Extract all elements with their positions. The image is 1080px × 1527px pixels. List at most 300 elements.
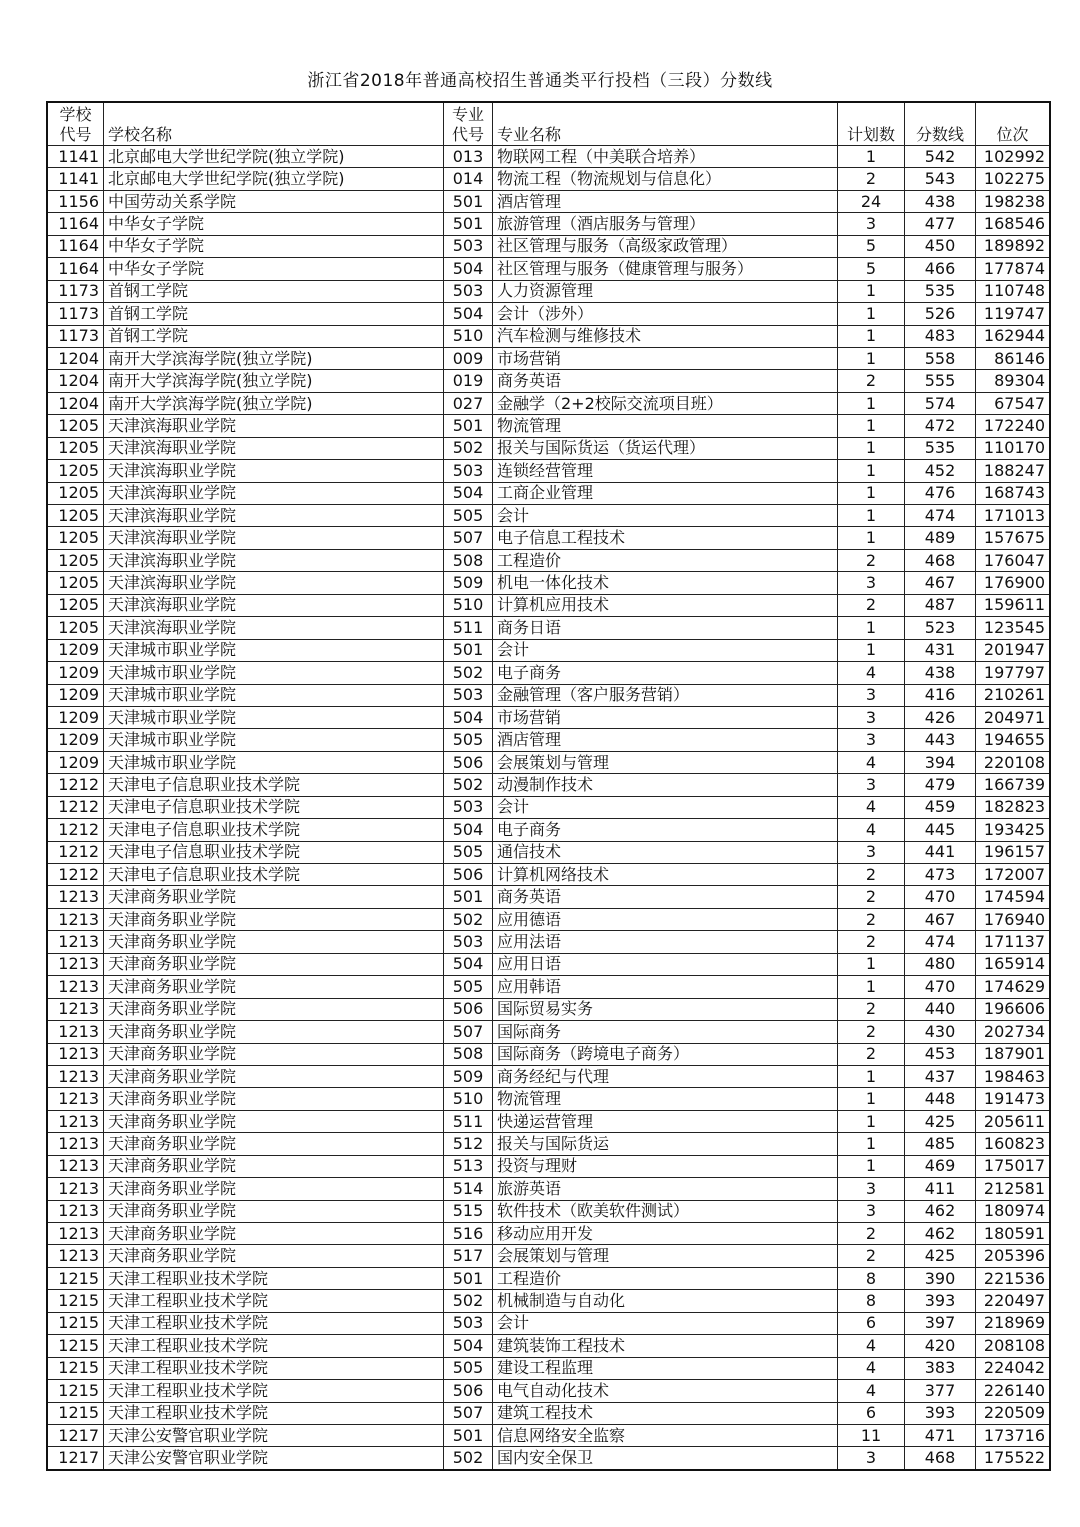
major-name-cell: 计算机网络技术 [493, 864, 838, 886]
score-cell: 450 [905, 235, 976, 257]
plan-cell: 4 [838, 796, 905, 818]
school-name-cell: 南开大学滨海学院(独立学院) [104, 347, 444, 369]
score-cell: 479 [905, 774, 976, 796]
major-code-cell: 514 [444, 1178, 493, 1200]
table-row [47, 931, 1050, 953]
school-name-cell: 首钢工学院 [104, 325, 444, 347]
rank-cell: 220108 [976, 751, 1051, 773]
score-cell: 466 [905, 258, 976, 280]
major-name-cell: 旅游英语 [493, 1178, 838, 1200]
rank-cell: 201947 [976, 639, 1051, 661]
plan-cell: 2 [838, 1043, 905, 1065]
rank-cell: 196157 [976, 841, 1051, 863]
score-cell: 476 [905, 482, 976, 504]
school-name-cell: 天津商务职业学院 [104, 1133, 444, 1155]
table-row [47, 549, 1050, 571]
major-name-cell: 市场营销 [493, 347, 838, 369]
score-cell: 462 [905, 1200, 976, 1222]
rank-cell: 160823 [976, 1133, 1051, 1155]
score-cell: 542 [905, 146, 976, 168]
rank-cell: 221536 [976, 1267, 1051, 1289]
plan-cell: 2 [838, 886, 905, 908]
table-row [47, 1200, 1050, 1222]
table-row [47, 774, 1050, 796]
school-code-cell: 1212 [47, 774, 104, 796]
major-code-cell: 507 [444, 1021, 493, 1043]
plan-cell: 1 [838, 976, 905, 998]
major-code-cell: 506 [444, 1380, 493, 1402]
major-code-cell: 505 [444, 729, 493, 751]
table-row [47, 729, 1050, 751]
school-name-cell: 天津商务职业学院 [104, 1245, 444, 1267]
school-name-cell: 天津商务职业学院 [104, 1021, 444, 1043]
school-name-cell: 天津商务职业学院 [104, 1110, 444, 1132]
major-name-cell: 连锁经营管理 [493, 460, 838, 482]
school-code-cell: 1156 [47, 190, 104, 212]
score-cell: 485 [905, 1133, 976, 1155]
score-table [46, 101, 1051, 1471]
major-name-cell: 商务英语 [493, 886, 838, 908]
major-code-cell: 504 [444, 953, 493, 975]
major-code-cell: 502 [444, 908, 493, 930]
school-code-cell: 1215 [47, 1402, 104, 1424]
table-row [47, 1021, 1050, 1043]
major-name-cell: 建设工程监理 [493, 1357, 838, 1379]
plan-cell: 5 [838, 235, 905, 257]
major-name-cell: 机电一体化技术 [493, 572, 838, 594]
table-row [47, 460, 1050, 482]
rank-cell: 177874 [976, 258, 1051, 280]
major-name-cell: 会计（涉外） [493, 303, 838, 325]
major-code-cell: 501 [444, 213, 493, 235]
plan-cell: 4 [838, 819, 905, 841]
plan-cell: 3 [838, 1200, 905, 1222]
table-row [47, 1043, 1050, 1065]
rank-cell: 212581 [976, 1178, 1051, 1200]
school-code-cell: 1212 [47, 841, 104, 863]
school-name-cell: 天津工程职业技术学院 [104, 1357, 444, 1379]
table-row [47, 168, 1050, 190]
major-code-cell: 501 [444, 639, 493, 661]
score-cell: 448 [905, 1088, 976, 1110]
school-name-cell: 天津城市职业学院 [104, 684, 444, 706]
plan-cell: 2 [838, 168, 905, 190]
rank-cell: 210261 [976, 684, 1051, 706]
score-cell: 416 [905, 684, 976, 706]
rank-cell: 220509 [976, 1402, 1051, 1424]
school-code-cell: 1212 [47, 819, 104, 841]
plan-cell: 4 [838, 662, 905, 684]
school-code-cell: 1173 [47, 325, 104, 347]
major-code-cell: 507 [444, 527, 493, 549]
plan-cell: 1 [838, 437, 905, 459]
school-name-cell: 天津商务职业学院 [104, 1200, 444, 1222]
major-name-cell: 国际商务 [493, 1021, 838, 1043]
plan-cell: 3 [838, 213, 905, 235]
school-code-cell: 1215 [47, 1357, 104, 1379]
major-code-cell: 508 [444, 1043, 493, 1065]
school-name-cell: 北京邮电大学世纪学院(独立学院) [104, 168, 444, 190]
rank-cell: 119747 [976, 303, 1051, 325]
major-code-cell: 516 [444, 1223, 493, 1245]
school-code-cell: 1212 [47, 864, 104, 886]
major-code-cell: 503 [444, 684, 493, 706]
plan-cell: 8 [838, 1290, 905, 1312]
score-cell: 443 [905, 729, 976, 751]
plan-cell: 6 [838, 1402, 905, 1424]
major-code-cell: 515 [444, 1200, 493, 1222]
plan-cell: 3 [838, 706, 905, 728]
score-cell: 473 [905, 864, 976, 886]
plan-cell: 1 [838, 1088, 905, 1110]
major-name-cell: 工程造价 [493, 549, 838, 571]
rank-cell: 123545 [976, 617, 1051, 639]
plan-cell: 1 [838, 617, 905, 639]
major-name-cell: 酒店管理 [493, 190, 838, 212]
plan-cell: 3 [838, 1178, 905, 1200]
rank-cell: 188247 [976, 460, 1051, 482]
school-code-cell: 1213 [47, 1021, 104, 1043]
school-code-cell: 1215 [47, 1267, 104, 1289]
table-row [47, 325, 1050, 347]
rank-cell: 171013 [976, 505, 1051, 527]
plan-cell: 4 [838, 1380, 905, 1402]
major-code-cell: 013 [444, 146, 493, 168]
school-name-cell: 天津城市职业学院 [104, 729, 444, 751]
header-score: 分数线 [905, 102, 976, 146]
major-name-cell: 金融管理（客户服务营销） [493, 684, 838, 706]
score-cell: 558 [905, 347, 976, 369]
rank-cell: 174629 [976, 976, 1051, 998]
plan-cell: 3 [838, 684, 905, 706]
table-row [47, 482, 1050, 504]
rank-cell: 157675 [976, 527, 1051, 549]
score-cell: 394 [905, 751, 976, 773]
rank-cell: 202734 [976, 1021, 1051, 1043]
rank-cell: 162944 [976, 325, 1051, 347]
major-name-cell: 市场营销 [493, 706, 838, 728]
major-code-cell: 027 [444, 392, 493, 414]
school-code-cell: 1173 [47, 303, 104, 325]
school-name-cell: 中华女子学院 [104, 235, 444, 257]
major-name-cell: 计算机应用技术 [493, 594, 838, 616]
rank-cell: 174594 [976, 886, 1051, 908]
major-name-cell: 人力资源管理 [493, 280, 838, 302]
rank-cell: 102992 [976, 146, 1051, 168]
school-code-cell: 1217 [47, 1424, 104, 1446]
school-code-cell: 1204 [47, 347, 104, 369]
header-plan: 计划数 [838, 102, 905, 146]
major-code-cell: 502 [444, 437, 493, 459]
rank-cell: 180591 [976, 1223, 1051, 1245]
plan-cell: 1 [838, 1110, 905, 1132]
school-code-cell: 1213 [47, 1155, 104, 1177]
score-cell: 483 [905, 325, 976, 347]
score-cell: 467 [905, 572, 976, 594]
school-name-cell: 南开大学滨海学院(独立学院) [104, 370, 444, 392]
rank-cell: 176940 [976, 908, 1051, 930]
school-name-cell: 首钢工学院 [104, 303, 444, 325]
rank-cell: 193425 [976, 819, 1051, 841]
school-name-cell: 天津滨海职业学院 [104, 617, 444, 639]
school-name-cell: 北京邮电大学世纪学院(独立学院) [104, 146, 444, 168]
table-row [47, 1133, 1050, 1155]
school-code-cell: 1204 [47, 392, 104, 414]
school-name-cell: 天津工程职业技术学院 [104, 1335, 444, 1357]
table-row [47, 437, 1050, 459]
rank-cell: 176900 [976, 572, 1051, 594]
table-row [47, 594, 1050, 616]
plan-cell: 5 [838, 258, 905, 280]
plan-cell: 1 [838, 639, 905, 661]
major-name-cell: 应用德语 [493, 908, 838, 930]
school-code-cell: 1215 [47, 1312, 104, 1334]
school-name-cell: 天津商务职业学院 [104, 1088, 444, 1110]
score-cell: 470 [905, 886, 976, 908]
plan-cell: 1 [838, 146, 905, 168]
school-code-cell: 1213 [47, 1245, 104, 1267]
school-code-cell: 1173 [47, 280, 104, 302]
table-row [47, 1357, 1050, 1379]
rank-cell: 110170 [976, 437, 1051, 459]
major-name-cell: 信息网络安全监察 [493, 1424, 838, 1446]
major-name-cell: 移动应用开发 [493, 1223, 838, 1245]
plan-cell: 1 [838, 1155, 905, 1177]
plan-cell: 1 [838, 303, 905, 325]
rank-cell: 171137 [976, 931, 1051, 953]
major-code-cell: 504 [444, 706, 493, 728]
major-code-cell: 510 [444, 325, 493, 347]
major-name-cell: 国内安全保卫 [493, 1447, 838, 1470]
school-name-cell: 天津电子信息职业技术学院 [104, 864, 444, 886]
school-name-cell: 天津商务职业学院 [104, 908, 444, 930]
rank-cell: 218969 [976, 1312, 1051, 1334]
school-name-cell: 天津电子信息职业技术学院 [104, 774, 444, 796]
major-code-cell: 504 [444, 303, 493, 325]
score-cell: 425 [905, 1110, 976, 1132]
school-name-cell: 天津商务职业学院 [104, 886, 444, 908]
table-row [47, 1447, 1050, 1470]
major-name-cell: 电气自动化技术 [493, 1380, 838, 1402]
plan-cell: 1 [838, 953, 905, 975]
plan-cell: 1 [838, 1133, 905, 1155]
rank-cell: 165914 [976, 953, 1051, 975]
major-name-cell: 社区管理与服务（健康管理与服务） [493, 258, 838, 280]
major-name-cell: 旅游管理（酒店服务与管理） [493, 213, 838, 235]
school-name-cell: 天津工程职业技术学院 [104, 1380, 444, 1402]
major-name-cell: 电子商务 [493, 662, 838, 684]
rank-cell: 182823 [976, 796, 1051, 818]
school-name-cell: 天津工程职业技术学院 [104, 1290, 444, 1312]
rank-cell: 166739 [976, 774, 1051, 796]
table-row [47, 303, 1050, 325]
score-cell: 471 [905, 1424, 976, 1446]
header-major-name: 专业名称 [493, 102, 838, 146]
school-name-cell: 天津商务职业学院 [104, 1065, 444, 1087]
rank-cell: 173716 [976, 1424, 1051, 1446]
major-code-cell: 502 [444, 1290, 493, 1312]
major-name-cell: 报关与国际货运（货运代理） [493, 437, 838, 459]
school-code-cell: 1217 [47, 1447, 104, 1470]
school-code-cell: 1209 [47, 706, 104, 728]
major-code-cell: 502 [444, 774, 493, 796]
plan-cell: 4 [838, 751, 905, 773]
score-cell: 393 [905, 1290, 976, 1312]
major-name-cell: 报关与国际货运 [493, 1133, 838, 1155]
school-name-cell: 中国劳动关系学院 [104, 190, 444, 212]
school-name-cell: 天津工程职业技术学院 [104, 1312, 444, 1334]
table-row [47, 527, 1050, 549]
rank-cell: 180974 [976, 1200, 1051, 1222]
major-code-cell: 508 [444, 549, 493, 571]
plan-cell: 11 [838, 1424, 905, 1446]
rank-cell: 226140 [976, 1380, 1051, 1402]
rank-cell: 172240 [976, 415, 1051, 437]
rank-cell: 198238 [976, 190, 1051, 212]
table-row [47, 1312, 1050, 1334]
school-code-cell: 1213 [47, 976, 104, 998]
major-code-cell: 503 [444, 280, 493, 302]
school-code-cell: 1213 [47, 1043, 104, 1065]
score-cell: 411 [905, 1178, 976, 1200]
major-name-cell: 商务经纪与代理 [493, 1065, 838, 1087]
table-row [47, 684, 1050, 706]
table-row [47, 639, 1050, 661]
plan-cell: 6 [838, 1312, 905, 1334]
table-row [47, 258, 1050, 280]
score-cell: 377 [905, 1380, 976, 1402]
plan-cell: 3 [838, 572, 905, 594]
school-code-cell: 1213 [47, 908, 104, 930]
major-code-cell: 506 [444, 998, 493, 1020]
major-name-cell: 社区管理与服务（高级家政管理） [493, 235, 838, 257]
rank-cell: 102275 [976, 168, 1051, 190]
score-cell: 426 [905, 706, 976, 728]
rank-cell: 204971 [976, 706, 1051, 728]
score-cell: 462 [905, 1223, 976, 1245]
plan-cell: 3 [838, 774, 905, 796]
major-code-cell: 510 [444, 594, 493, 616]
table-row [47, 370, 1050, 392]
school-code-cell: 1213 [47, 1178, 104, 1200]
plan-cell: 1 [838, 482, 905, 504]
score-cell: 383 [905, 1357, 976, 1379]
school-code-cell: 1164 [47, 258, 104, 280]
score-cell: 470 [905, 976, 976, 998]
major-name-cell: 软件技术（欧美软件测试） [493, 1200, 838, 1222]
school-name-cell: 天津城市职业学院 [104, 751, 444, 773]
rank-cell: 67547 [976, 392, 1051, 414]
school-code-cell: 1213 [47, 1200, 104, 1222]
score-cell: 440 [905, 998, 976, 1020]
school-name-cell: 天津电子信息职业技术学院 [104, 841, 444, 863]
major-code-cell: 503 [444, 1312, 493, 1334]
school-name-cell: 天津滨海职业学院 [104, 437, 444, 459]
school-code-cell: 1205 [47, 549, 104, 571]
plan-cell: 24 [838, 190, 905, 212]
major-name-cell: 国际商务（跨境电子商务） [493, 1043, 838, 1065]
school-name-cell: 天津商务职业学院 [104, 1043, 444, 1065]
score-cell: 472 [905, 415, 976, 437]
plan-cell: 1 [838, 460, 905, 482]
score-cell: 431 [905, 639, 976, 661]
major-code-cell: 505 [444, 505, 493, 527]
school-name-cell: 天津滨海职业学院 [104, 460, 444, 482]
school-code-cell: 1205 [47, 460, 104, 482]
score-cell: 438 [905, 190, 976, 212]
major-code-cell: 501 [444, 886, 493, 908]
header-major-code: 专业 代号 [444, 102, 493, 146]
major-code-cell: 014 [444, 168, 493, 190]
score-cell: 526 [905, 303, 976, 325]
table-row [47, 953, 1050, 975]
school-name-cell: 天津城市职业学院 [104, 706, 444, 728]
rank-cell: 189892 [976, 235, 1051, 257]
major-code-cell: 510 [444, 1088, 493, 1110]
school-name-cell: 天津城市职业学院 [104, 639, 444, 661]
score-cell: 477 [905, 213, 976, 235]
score-cell: 535 [905, 280, 976, 302]
plan-cell: 2 [838, 549, 905, 571]
major-name-cell: 会展策划与管理 [493, 1245, 838, 1267]
major-name-cell: 动漫制作技术 [493, 774, 838, 796]
school-code-cell: 1205 [47, 594, 104, 616]
major-name-cell: 工商企业管理 [493, 482, 838, 504]
score-cell: 420 [905, 1335, 976, 1357]
table-row [47, 1178, 1050, 1200]
school-name-cell: 天津商务职业学院 [104, 1178, 444, 1200]
major-name-cell: 建筑装饰工程技术 [493, 1335, 838, 1357]
major-name-cell: 物流管理 [493, 415, 838, 437]
major-name-cell: 应用日语 [493, 953, 838, 975]
score-cell: 459 [905, 796, 976, 818]
score-cell: 474 [905, 931, 976, 953]
school-code-cell: 1141 [47, 168, 104, 190]
school-code-cell: 1213 [47, 931, 104, 953]
rank-cell: 198463 [976, 1065, 1051, 1087]
rank-cell: 187901 [976, 1043, 1051, 1065]
table-row [47, 1424, 1050, 1446]
major-code-cell: 511 [444, 617, 493, 639]
plan-cell: 2 [838, 864, 905, 886]
school-code-cell: 1213 [47, 1110, 104, 1132]
score-cell: 445 [905, 819, 976, 841]
table-row [47, 235, 1050, 257]
school-code-cell: 1213 [47, 1088, 104, 1110]
major-code-cell: 501 [444, 415, 493, 437]
major-name-cell: 商务日语 [493, 617, 838, 639]
major-name-cell: 物联网工程（中美联合培养） [493, 146, 838, 168]
plan-cell: 1 [838, 1065, 905, 1087]
rank-cell: 110748 [976, 280, 1051, 302]
plan-cell: 2 [838, 908, 905, 930]
school-name-cell: 天津工程职业技术学院 [104, 1267, 444, 1289]
major-name-cell: 会计 [493, 639, 838, 661]
plan-cell: 8 [838, 1267, 905, 1289]
school-code-cell: 1213 [47, 886, 104, 908]
table-row [47, 1223, 1050, 1245]
rank-cell: 208108 [976, 1335, 1051, 1357]
plan-cell: 1 [838, 505, 905, 527]
score-cell: 555 [905, 370, 976, 392]
rank-cell: 172007 [976, 864, 1051, 886]
school-name-cell: 天津公安警官职业学院 [104, 1424, 444, 1446]
major-name-cell: 应用韩语 [493, 976, 838, 998]
major-name-cell: 电子信息工程技术 [493, 527, 838, 549]
school-name-cell: 天津商务职业学院 [104, 953, 444, 975]
plan-cell: 1 [838, 347, 905, 369]
rank-cell: 220497 [976, 1290, 1051, 1312]
